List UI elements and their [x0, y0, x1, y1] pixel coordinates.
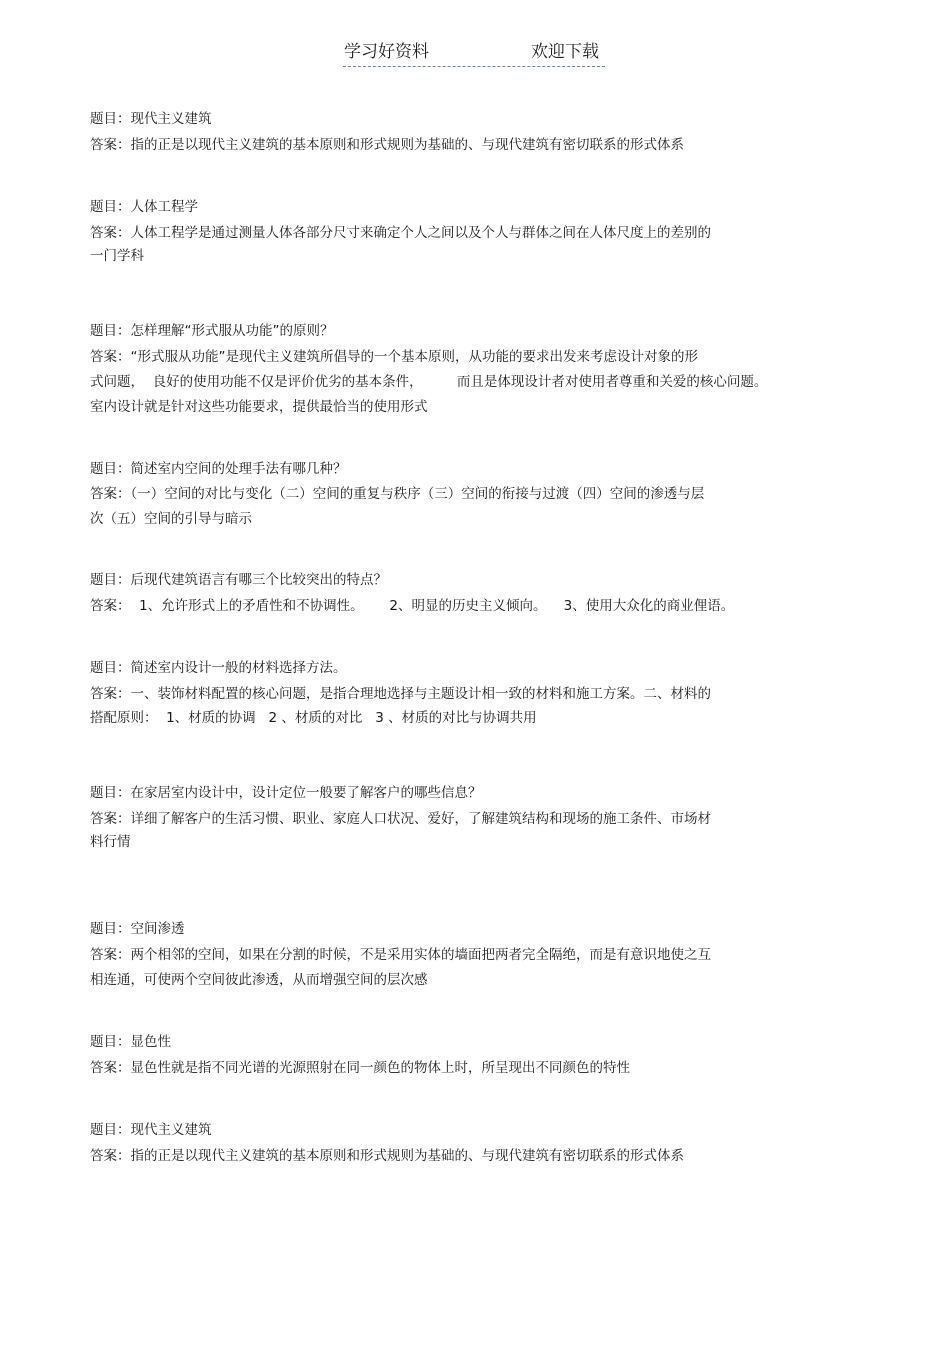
- answer-text: 答案：详细了解客户的生活习惯、职业、家庭人口状况、爱好，了解建筑结构和现场的施工条件、市场材: [90, 811, 711, 827]
- answer-text: 答案：指的正是以现代主义建筑的基本原则和形式规则为基础的、与现代建筑有密切联系的形式体系: [90, 1148, 684, 1164]
- question-text: 题目：现代主义建筑: [90, 111, 212, 127]
- answer-text: 答案： 1、允许形式上的矛盾性和不协调性。 2、明显的历史主义倾向。 3、使用大众化的商业俚语。: [90, 598, 735, 614]
- answer-text: 答案：一、装饰材料配置的核心问题，是指合理地选择与主题设计相一致的材料和施工方案。二、材料的: [90, 686, 711, 702]
- answer-text: 式问题， 良好的使用功能不仅是评价优劣的基本条件， 而且是体现设计者对使用者尊重和关爱的核心问题。: [90, 374, 768, 390]
- answer-text: 相连通，可使两个空间彼此渗透，从而增强空间的层次感: [90, 972, 428, 988]
- answer-text: 料行情: [90, 834, 131, 850]
- answer-text: 答案：（一）空间的对比与变化（二）空间的重复与秩序（三）空间的衔接与过渡（四）空间的渗透与层: [90, 486, 705, 502]
- question-text: 题目：现代主义建筑: [90, 1122, 212, 1138]
- answer-text: 答案：“形式服从功能”是现代主义建筑所倡导的一个基本原则，从功能的要求出发来考虑设计对象的形: [90, 349, 698, 365]
- page-header: [343, 40, 605, 67]
- header-right-text: 欢迎下载: [531, 42, 599, 62]
- question-text: 题目：显色性: [90, 1034, 171, 1050]
- answer-text: 室内设计就是针对这些功能要求，提供最恰当的使用形式: [90, 399, 428, 415]
- answer-text: 答案：两个相邻的空间，如果在分割的时候，不是采用实体的墙面把两者完全隔绝，而是有意识地使之互: [90, 947, 711, 963]
- question-text: 题目：空间渗透: [90, 921, 185, 937]
- answer-text: 答案：人体工程学是通过测量人体各部分尺寸来确定个人之间以及个人与群体之间在人体尺度上的差别的: [90, 225, 711, 241]
- answer-text: 搭配原则： 1、材质的协调 2 、材质的对比 3 、材质的对比与协调共用: [90, 710, 537, 726]
- question-text: 题目：简述室内空间的处理手法有哪几种？: [90, 461, 347, 477]
- question-text: 题目：人体工程学: [90, 199, 198, 215]
- question-text: 题目：在家居室内设计中，设计定位一般要了解客户的哪些信息？: [90, 785, 482, 801]
- answer-text: 一门学科: [90, 248, 144, 264]
- answer-text: 答案：显色性就是指不同光谱的光源照射在同一颜色的物体上时，所呈现出不同颜色的特性: [90, 1060, 630, 1076]
- question-text: 题目：简述室内设计一般的材料选择方法。: [90, 660, 347, 676]
- header-left-text: 学习好资料: [344, 42, 429, 62]
- question-text: 题目：后现代建筑语言有哪三个比较突出的特点？: [90, 572, 387, 588]
- answer-text: 答案：指的正是以现代主义建筑的基本原则和形式规则为基础的、与现代建筑有密切联系的形式体系: [90, 137, 684, 153]
- question-text: 题目：怎样理解“形式服从功能”的原则？: [90, 323, 334, 339]
- answer-text: 次（五）空间的引导与暗示: [90, 511, 252, 527]
